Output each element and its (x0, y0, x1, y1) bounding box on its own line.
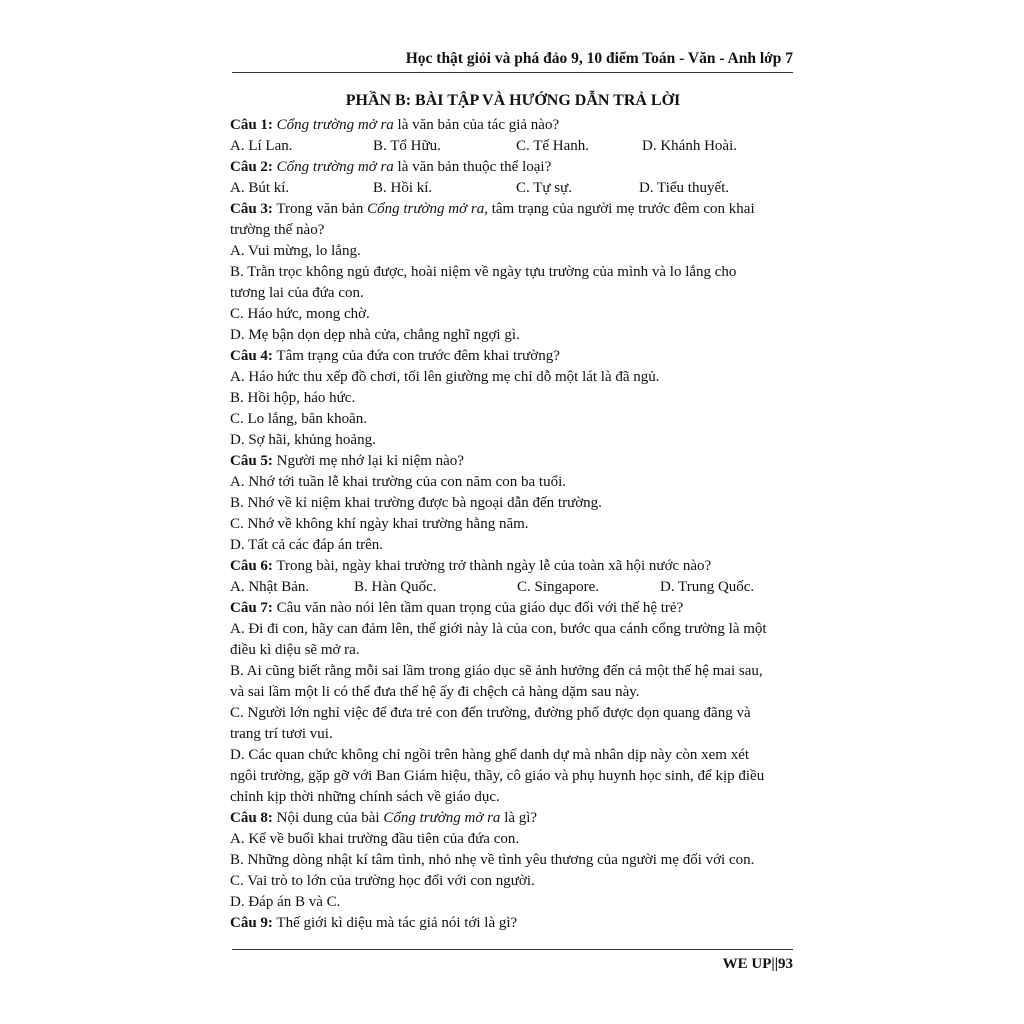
text-line: B. Trằn trọc không ngủ được, hoài niệm về ngày tựu trường của mình và lo lắng cho (230, 264, 737, 280)
question-line (230, 598, 796, 619)
text-line: C. Vai trò to lớn của trường học đối với con người. (230, 873, 535, 889)
question-text: Người mẹ nhớ lại kỉ niệm nào? (272, 453, 464, 469)
work-title: Cổng trường mở ra (276, 117, 394, 133)
question-label: Câu 1: (230, 117, 273, 133)
question-text: Câu văn nào nói lên tầm quan trọng của giáo dục đối với thế hệ trẻ? (272, 600, 684, 616)
footer-rule (232, 949, 793, 950)
page-body (230, 88, 796, 934)
question-text: Tâm trạng của đứa con trước đêm khai trường? (272, 348, 560, 364)
work-title: Cổng trường mở ra (383, 810, 501, 826)
question-label: Câu 2: (230, 159, 273, 175)
text-line: B. Ai cũng biết rằng mỗi sai lầm trong giáo dục sẽ ảnh hưởng đến cả một thế hệ mai sau, (230, 663, 763, 679)
answer-option: A. Nhật Bản. (230, 579, 310, 595)
question-line (230, 808, 796, 829)
work-title: Cổng trường mở ra (276, 159, 394, 175)
question-label: Câu 6: (230, 558, 273, 574)
question-text: là văn bản thuộc thể loại? (393, 159, 552, 175)
text-line: B. Hồi hộp, háo hức. (230, 390, 356, 406)
question-line (230, 913, 796, 934)
text-line: D. Các quan chức không chỉ ngồi trên hàng ghế danh dự mà nhân dịp này còn xem xét (230, 747, 750, 763)
question-line (230, 346, 796, 367)
answer-options-row (230, 577, 796, 598)
question-text: là gì? (500, 810, 538, 826)
answer-option: D. Khánh Hoài. (642, 138, 737, 154)
question-line (230, 451, 796, 472)
answer-option: B. Hồi kí. (373, 180, 433, 196)
text-line: C. Háo hức, mong chờ. (230, 306, 370, 322)
question-line (230, 115, 796, 136)
text-line: D. Đáp án B và C. (230, 894, 341, 910)
text-line: A. Nhớ tới tuần lễ khai trường của con năm con ba tuổi. (230, 474, 567, 490)
answer-option: D. Trung Quốc. (660, 579, 755, 595)
text-line: C. Lo lắng, băn khoăn. (230, 411, 368, 427)
question-text: Trong văn bản (272, 201, 368, 217)
text-line: D. Tất cả các đáp án trên. (230, 537, 383, 553)
answer-option: C. Tế Hanh. (516, 138, 590, 154)
question-label: Câu 8: (230, 810, 273, 826)
question-line (230, 157, 796, 178)
question-line (230, 556, 796, 577)
text-line: A. Kể về buổi khai trường đầu tiên của đứa con. (230, 831, 520, 847)
answer-option: B. Hàn Quốc. (354, 579, 437, 595)
text-line: D. Mẹ bận dọn dẹp nhà cửa, chẳng nghĩ ngợi gì. (230, 327, 520, 343)
text-line: ngôi trường, gặp gỡ với Ban Giám hiệu, thầy, cô giáo và phụ huynh học sinh, để kịp điều (230, 768, 765, 784)
question-list (230, 115, 796, 934)
text-line: A. Háo hức thu xếp đồ chơi, tối lên giường mẹ chỉ dỗ một lát là đã ngủ. (230, 369, 660, 385)
answer-option: C. Tự sự. (516, 180, 572, 196)
question-text: Nội dung của bài (272, 810, 384, 826)
text-line: tương lai của đứa con. (230, 285, 364, 301)
answer-options-row (230, 178, 796, 199)
page-footer: WE UP||93 (722, 956, 793, 972)
text-line: B. Những dòng nhật kí tâm tình, nhỏ nhẹ về tình yêu thương của người mẹ đối với con. (230, 852, 755, 868)
section-title: PHẦN B: BÀI TẬP VÀ HƯỚNG DẪN TRẢ LỜI (345, 92, 681, 109)
text-line: A. Vui mừng, lo lắng. (230, 243, 361, 259)
question-label: Câu 7: (230, 600, 273, 616)
question-text: Thế giới kì diệu mà tác giả nói tới là gì? (272, 915, 518, 931)
running-header: Học thật giỏi và phá đảo 9, 10 điểm Toán - Văn - Anh lớp 7 (405, 50, 793, 67)
text-line: B. Nhớ về kỉ niệm khai trường được bà ngoại dẫn đến trường. (230, 495, 602, 511)
text-line: trang trí tươi vui. (230, 726, 333, 742)
text-line: và sai lầm một li có thể đưa thế hệ ấy đi chệch cả hàng dặm sau này. (230, 684, 640, 700)
answer-option: D. Tiểu thuyết. (639, 180, 730, 196)
question-line (230, 199, 796, 220)
text-line: C. Người lớn nghỉ việc để đưa trẻ con đến trường, đường phố được dọn quang đãng và (230, 705, 751, 721)
text-line: chỉnh kịp thời những chính sách về giáo dục. (230, 789, 500, 805)
text-line: C. Nhớ về không khí ngày khai trường hằng năm. (230, 516, 529, 532)
question-text: là văn bản của tác giả nào? (393, 117, 560, 133)
answer-option: A. Lí Lan. (230, 138, 293, 154)
work-title: Cổng trường mở ra (367, 201, 485, 217)
question-label: Câu 4: (230, 348, 273, 364)
answer-option: A. Bút kí. (230, 180, 290, 196)
question-label: Câu 3: (230, 201, 273, 217)
question-label: Câu 9: (230, 915, 273, 931)
answer-options-row (230, 136, 796, 157)
text-line: trường thế nào? (230, 222, 325, 238)
text-line: điều kì diệu sẽ mở ra. (230, 642, 360, 658)
question-text: Trong bài, ngày khai trường trở thành ngày lễ của toàn xã hội nước nào? (272, 558, 712, 574)
question-text: , tâm trạng của người mẹ trước đêm con khai (484, 201, 755, 217)
header-rule (232, 72, 793, 73)
text-line: D. Sợ hãi, khủng hoảng. (230, 432, 376, 448)
text-line: A. Đi đi con, hãy can đảm lên, thế giới này là của con, bước qua cánh cổng trường là một (230, 621, 767, 637)
question-label: Câu 5: (230, 453, 273, 469)
answer-option: B. Tố Hữu. (373, 138, 441, 154)
answer-option: C. Singapore. (517, 579, 600, 595)
